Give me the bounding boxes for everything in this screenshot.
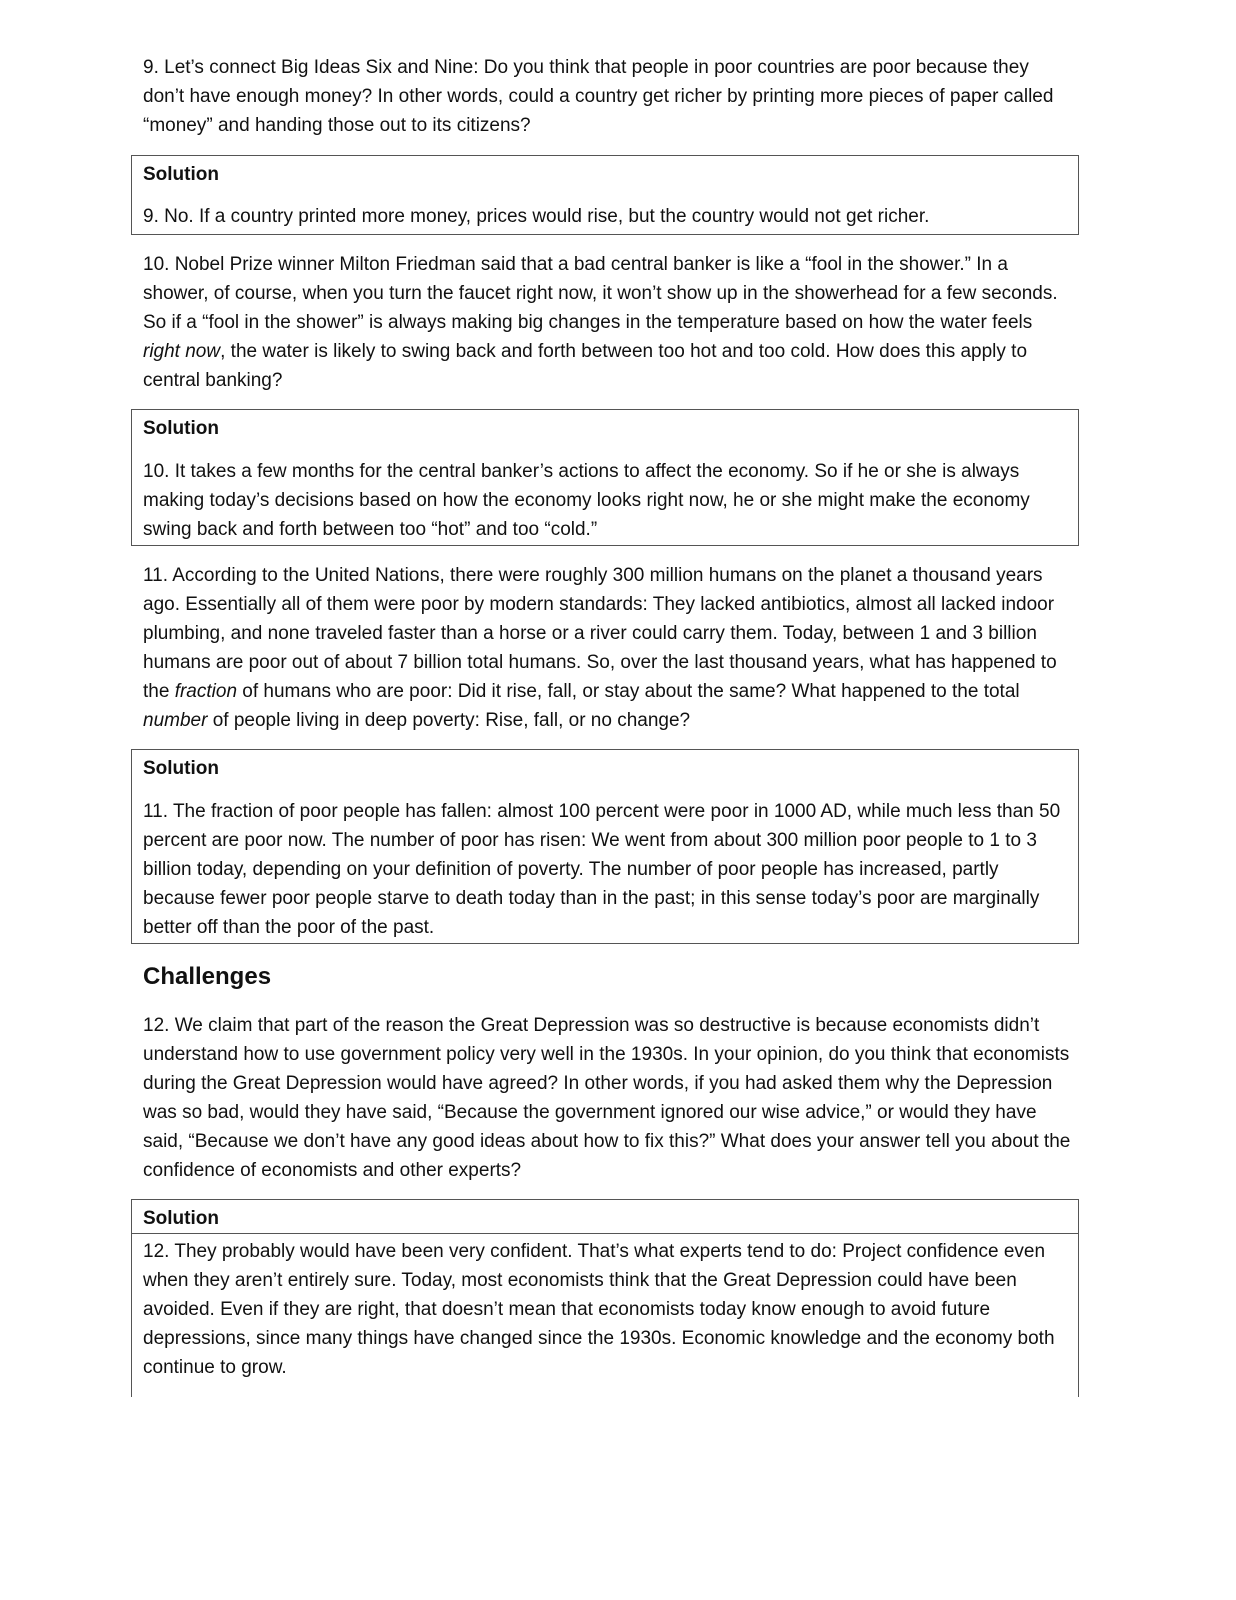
question-11-emphasis-fraction: fraction	[174, 681, 238, 702]
solution-12-text: 12. They probably would have been very confident. That’s what experts tend to do: Project confidence even when they aren’t entirely sure. Today, most economists think that the Great Depression could have been avoided. Even if they are right, that doesn’t mean that economists today know enough to avoid future depressions, since many things have changed since the 1930s. Economic knowledge and the economy both continue to grow.	[143, 1241, 1055, 1378]
solution-label: Solution	[143, 1208, 219, 1229]
question-12: 12. We claim that part of the reason the Great Depression was so destructive is because economists didn’t understand how to use government policy very well in the 1930s. In your opinion, do you think that economists during the Great Depression would have agreed? In other words, if you had asked them why the Depression was so bad, would they have said, “Because the government ignored our wise advice,” or would they have said, “Because we don’t have any good ideas about how to fix this?” What does your answer tell you about the confidence of economists and other experts?	[143, 1015, 1071, 1181]
solution-box-10	[131, 409, 1079, 546]
solution-10-text: 10. It takes a few months for the central banker’s actions to affect the economy. So if he or she is always making today’s decisions based on how the economy looks right now, he or she might make the economy swing back and forth between too “hot” and too “cold.”	[143, 461, 1030, 540]
question-11	[143, 561, 1073, 735]
solution-box-11	[131, 749, 1079, 944]
question-11-text-c: of people living in deep poverty: Rise, fall, or no change?	[207, 710, 691, 731]
question-10	[143, 250, 1073, 395]
solution-11-text: 11. The fraction of poor people has fallen: almost 100 percent were poor in 1000 AD, while much less than 50 percent are poor now. The number of poor has risen: We went from about 300 million poor people to 1 to 3 billion today, depending on your definition of poverty. The number of poor people has increased, partly because fewer poor people starve to death today than in the past; in this sense today’s poor are marginally better off than the poor of the past.	[143, 801, 1061, 938]
question-9: 9. Let’s connect Big Ideas Six and Nine: Do you think that people in poor countries are poor because they don’t have enough money? In other words, could a country get richer by printing more pieces of paper called “money” and handing those out to its citizens?	[143, 57, 1054, 136]
solution-label: Solution	[143, 758, 219, 779]
question-10-text-a: 10. Nobel Prize winner Milton Friedman said that a bad central banker is like a “fool in the shower.” In a shower, of course, when you turn the faucet right now, it won’t show up in the showerhead for a few seconds. So if a “fool in the shower” is always making big changes in the temperature based on how the water feels	[143, 254, 1058, 333]
solution-label: Solution	[143, 164, 219, 185]
question-10-text-b: , the water is likely to swing back and forth between too hot and too cold. How does this apply to central banking?	[143, 341, 1028, 391]
solution-box-9	[131, 155, 1079, 235]
question-11-text-a: 11. According to the United Nations, there were roughly 300 million humans on the planet a thousand years ago. Essentially all of them were poor by modern standards: They lacked antibiotics, almost all lacked indoor plumbing, and none traveled faster than a horse or a river could carry them. Today, between 1 and 3 billion humans are poor out of about 7 billion total humans. So, over the last thousand years, what has happened to the	[143, 565, 1057, 702]
question-11-text-b: of humans who are poor: Did it rise, fall, or stay about the same? What happened to the total	[237, 681, 1020, 702]
solution-header-divider	[132, 1233, 1078, 1234]
question-10-emphasis: right now	[143, 341, 221, 362]
question-11-emphasis-number: number	[143, 710, 208, 731]
solution-9-text: 9. No. If a country printed more money, prices would rise, but the country would not get richer.	[143, 206, 930, 227]
solution-label: Solution	[143, 418, 219, 439]
section-heading: Challenges	[143, 963, 272, 990]
solution-box-12	[131, 1199, 1079, 1397]
